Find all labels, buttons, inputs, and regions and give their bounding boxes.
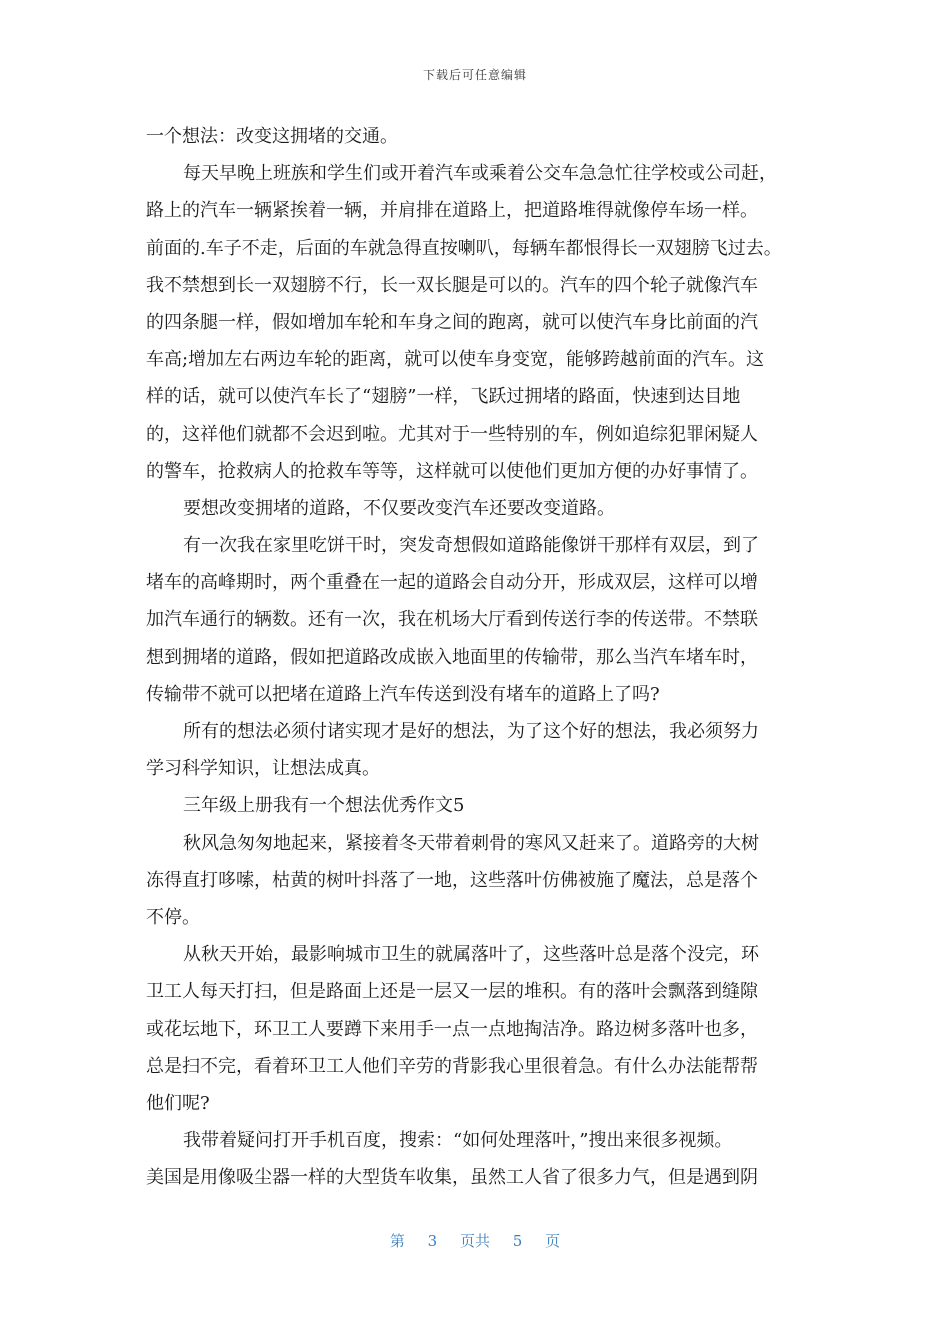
total-page-number: 5	[512, 1232, 523, 1250]
current-page-number: 3	[427, 1232, 438, 1250]
text-line: 我带着疑问打开手机百度，搜索：“如何处理落叶，”搜出来很多视频。	[183, 1130, 733, 1152]
page-footer	[0, 1230, 950, 1251]
text-line: 想到拥堵的道路，假如把道路改成嵌入地面里的传输带，那么当汽车堵车时，	[146, 646, 758, 668]
text-line: 每天早晚上班族和学生们或开着汽车或乘着公交车急急忙往学校或公司赶，	[183, 163, 777, 185]
text-line: 一个想法：改变这拥堵的交通。	[146, 126, 398, 147]
text-line: 从秋天开始，最影响城市卫生的就属落叶了，这些落叶总是落个没完，环	[183, 944, 759, 966]
text-line: 不停。	[146, 906, 200, 928]
header-note: 下载后可任意编辑	[422, 68, 527, 82]
text-line: 传输带不就可以把堵在道路上汽车传送到没有堵车的道路上了吗?	[146, 683, 660, 705]
text-line: 车高;增加左右两边车轮的距离，就可以使车身变宽，能够跨越前面的汽车。这	[146, 349, 765, 371]
text-line: 三年级上册我有一个想法优秀作文5	[183, 795, 465, 817]
page-label-suffix: 页	[545, 1232, 561, 1250]
text-line: 冻得直打哆嗦，枯黄的树叶抖落了一地，这些落叶仿佛被施了魔法，总是落个	[146, 869, 758, 891]
text-line: 美国是用像吸尘器一样的大型货车收集，虽然工人省了很多力气，但是遇到阴	[146, 1167, 758, 1189]
text-line: 学习科学知识，让想法成真。	[146, 758, 380, 780]
text-line: 有一次我在家里吃饼干时，突发奇想假如道路能像饼干那样有双层，到了	[183, 535, 759, 557]
page-label-middle: 页共	[459, 1232, 490, 1250]
text-line: 总是扫不完，看着环卫工人他们辛劳的背影我心里很着急。有什么办法能帮帮	[146, 1055, 758, 1077]
text-line: 堵车的高峰期时，两个重叠在一起的道路会自动分开，形成双层，这样可以增	[146, 572, 758, 594]
text-line: 加汽车通行的辆数。还有一次，我在机场大厅看到传送行李的传送带。不禁联	[146, 609, 758, 631]
text-line: 要想改变拥堵的道路，不仅要改变汽车还要改变道路。	[183, 497, 615, 519]
text-line: 卫工人每天打扫，但是路面上还是一层又一层的堆积。有的落叶会飘落到缝隙	[146, 981, 758, 1003]
text-line: 的，这祥他们就都不会迟到啦。尤其对于一些特别的车，例如追综犯罪闲疑人	[146, 423, 758, 445]
text-line: 我不禁想到长一双翅膀不行，长一双长腿是可以的。汽车的四个轮子就像汽车	[146, 274, 758, 296]
text-line: 的四条腿一样，假如增加车轮和车身之间的跑离，就可以使汽车身比前面的汽	[146, 311, 758, 333]
text-line: 或花坛地下，环卫工人要蹲下来用手一点一点地掏洁净。路边树多落叶也多，	[146, 1018, 758, 1040]
document-body	[146, 118, 806, 1196]
text-line: 前面的.车子不走，后面的车就急得直按喇叭，每辆车都恨得长一双翅膀飞过去。	[146, 237, 782, 259]
text-line: 他们呢?	[146, 1092, 210, 1114]
page-label-prefix: 第	[389, 1232, 405, 1250]
text-line: 的警车，抢救病人的抢救车等等，这样就可以使他们更加方便的办好事情了。	[146, 460, 758, 482]
text-line: 路上的汽车一辆紧挨着一辆，并肩排在道路上，把道路堆得就像停车场一样。	[146, 200, 758, 222]
text-line: 秋风急匆匆地起来，紧接着冬天带着刺骨的寒风又赶来了。道路旁的大树	[183, 832, 759, 854]
text-line: 所有的想法必须付诸实现才是好的想法，为了这个好的想法，我必须努力	[183, 721, 759, 742]
text-line: 样的话，就可以使汽车长了“翅膀”一样，飞跃过拥堵的路面，快速到达目地	[146, 386, 741, 408]
